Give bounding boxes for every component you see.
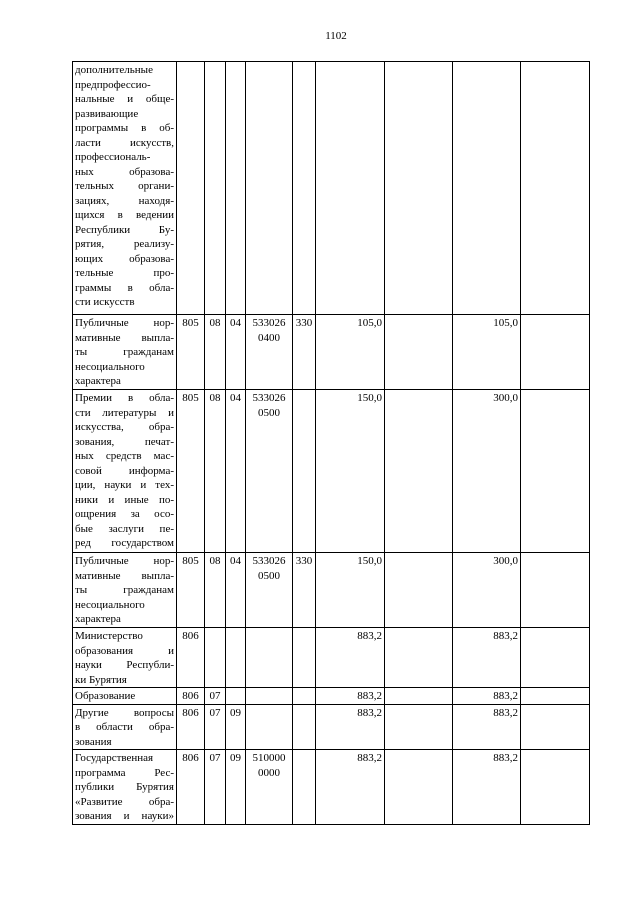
expense-type-cell [293, 390, 316, 553]
target-article-part: 533026 [252, 555, 286, 567]
empty-cell [521, 628, 590, 688]
item-name-cell [73, 628, 177, 688]
item-name-line: образования и [75, 644, 174, 657]
expense-type-cell: 330 [293, 315, 316, 390]
expense-type-cell [293, 688, 316, 705]
item-name-line: характера [75, 613, 121, 625]
item-name-line: сти искусств [75, 296, 135, 308]
item-name-line: совой информа- [75, 464, 174, 477]
table-row [73, 704, 590, 750]
target-article-cell [246, 390, 293, 553]
item-name-line: граммы в обла- [75, 281, 174, 294]
item-name-line: публики Бурятия [75, 781, 174, 793]
section-code-cell: 08 [205, 390, 226, 553]
item-name-line: ных образова- [75, 165, 174, 178]
item-name-line: Государственная [75, 752, 154, 764]
item-name-line: развивающие [75, 107, 139, 120]
section-code-cell: 07 [205, 704, 226, 750]
item-name-line: ред государством [75, 537, 174, 549]
table-row [73, 315, 590, 390]
item-name-line: программы в об- [75, 122, 174, 134]
subsection-code-cell: 04 [226, 553, 246, 628]
amount-year1-cell: 150,0 [316, 390, 385, 553]
budget-table [72, 61, 590, 825]
item-name-cell [73, 750, 177, 825]
item-name-line: мативные выпла- [75, 331, 174, 344]
item-name-line: ощрения за осо- [75, 508, 174, 520]
item-name-line: зования [75, 735, 112, 748]
subsection-code-cell: 04 [226, 390, 246, 553]
subsection-code-cell: 04 [226, 315, 246, 390]
amount-year2-cell: 300,0 [453, 390, 521, 553]
item-name-line: Министерство [75, 630, 143, 642]
empty-cell [385, 315, 453, 390]
target-article-cell [246, 750, 293, 825]
subsection-code-cell: 09 [226, 704, 246, 750]
target-article-cell [246, 704, 293, 750]
item-name-line: Республики Бу- [75, 223, 174, 236]
item-name-line: нальные и обще- [75, 93, 174, 105]
item-name-line: науки Республи- [75, 659, 174, 671]
amount-year1-cell: 883,2 [316, 628, 385, 688]
empty-cell [385, 62, 453, 315]
empty-cell [521, 704, 590, 750]
amount-year2-cell: 883,2 [453, 750, 521, 825]
empty-cell [385, 704, 453, 750]
section-code-cell [205, 628, 226, 688]
empty-cell [521, 315, 590, 390]
item-name-line: зациях, находя- [75, 194, 174, 207]
item-name-line: зования и науки» [75, 810, 174, 822]
subsection-code-cell: 09 [226, 750, 246, 825]
item-name-line: рятия, реализу- [75, 238, 174, 250]
empty-cell [385, 628, 453, 688]
amount-year2-cell [453, 62, 521, 315]
subsection-code-cell [226, 688, 246, 705]
gr-code-cell: 805 [177, 390, 205, 553]
target-article-part: 0400 [258, 331, 280, 344]
amount-year2-cell: 883,2 [453, 628, 521, 688]
item-name-line: несоциального [75, 360, 145, 373]
table-row [73, 628, 590, 688]
gr-code-cell: 806 [177, 750, 205, 825]
empty-cell [385, 750, 453, 825]
item-name-line: ты гражданам [75, 584, 174, 596]
target-article-part: 510000 [252, 752, 286, 764]
item-name-line: тельных органи- [75, 180, 174, 192]
empty-cell [521, 62, 590, 315]
amount-year2-cell: 883,2 [453, 688, 521, 705]
amount-year1-cell [316, 62, 385, 315]
target-article-cell [246, 315, 293, 390]
amount-year1-cell: 105,0 [316, 315, 385, 390]
gr-code-cell: 805 [177, 553, 205, 628]
item-name-cell [73, 390, 177, 553]
empty-cell [521, 688, 590, 705]
item-name-cell [73, 315, 177, 390]
item-name-cell [73, 553, 177, 628]
amount-year1-cell: 883,2 [316, 704, 385, 750]
item-name-line: несоциального [75, 598, 145, 611]
target-article-cell [246, 553, 293, 628]
item-name-line: ных средств мас- [75, 450, 174, 462]
budget-table-body [73, 62, 590, 825]
subsection-code-cell [226, 62, 246, 315]
empty-cell [385, 553, 453, 628]
section-code-cell: 07 [205, 688, 226, 705]
section-code-cell: 08 [205, 315, 226, 390]
table-row [73, 553, 590, 628]
item-name-line: ции, науки и тех- [75, 479, 174, 491]
expense-type-cell [293, 750, 316, 825]
table-row [73, 688, 590, 705]
table-row [73, 62, 590, 315]
target-article-cell [246, 628, 293, 688]
item-name-line: Публичные нор- [75, 317, 174, 329]
item-name-line: тельные про- [75, 267, 174, 279]
amount-year2-cell: 883,2 [453, 704, 521, 750]
expense-type-cell [293, 704, 316, 750]
item-name-line: ющих образова- [75, 252, 174, 265]
target-article-part: 533026 [252, 317, 286, 329]
empty-cell [521, 390, 590, 553]
table-row [73, 390, 590, 553]
item-name-cell [73, 62, 177, 315]
item-name-line: ники и иные по- [75, 493, 174, 506]
item-name-line: Публичные нор- [75, 555, 174, 567]
item-name-line: Образование [75, 690, 136, 702]
amount-year2-cell: 105,0 [453, 315, 521, 390]
item-name-cell [73, 688, 177, 705]
amount-year1-cell: 150,0 [316, 553, 385, 628]
target-article-cell [246, 62, 293, 315]
item-name-line: сти литературы и [75, 406, 174, 419]
item-name-line: характера [75, 375, 121, 387]
item-name-line: профессиональ- [75, 151, 151, 163]
section-code-cell [205, 62, 226, 315]
item-name-line: Премии в обла- [75, 392, 174, 404]
expense-type-cell [293, 628, 316, 688]
target-article-part: 0500 [258, 406, 280, 419]
empty-cell [521, 553, 590, 628]
subsection-code-cell [226, 628, 246, 688]
empty-cell [385, 688, 453, 705]
item-name-line: щихся в ведении [75, 209, 174, 221]
item-name-line: «Развитие обра- [75, 795, 174, 808]
item-name-line: Другие вопросы [75, 706, 174, 719]
gr-code-cell: 806 [177, 688, 205, 705]
amount-year1-cell: 883,2 [316, 750, 385, 825]
item-name-line: предпрофессио- [75, 78, 151, 91]
gr-code-cell: 805 [177, 315, 205, 390]
item-name-cell [73, 704, 177, 750]
amount-year2-cell: 300,0 [453, 553, 521, 628]
section-code-cell: 08 [205, 553, 226, 628]
amount-year1-cell: 883,2 [316, 688, 385, 705]
item-name-line: ты гражданам [75, 346, 174, 358]
target-article-part: 0500 [258, 569, 280, 582]
item-name-line: программа Рес- [75, 766, 174, 779]
item-name-line: искусства, обра- [75, 421, 174, 433]
item-name-line: ки Бурятия [75, 673, 127, 686]
expense-type-cell: 330 [293, 553, 316, 628]
page-number: 1102 [325, 30, 347, 42]
item-name-line: ласти искусств, [75, 136, 174, 149]
empty-cell [385, 390, 453, 553]
empty-cell [521, 750, 590, 825]
item-name-line: дополнительные [75, 64, 153, 76]
item-name-line: мативные выпла- [75, 569, 174, 582]
gr-code-cell: 806 [177, 628, 205, 688]
table-row [73, 750, 590, 825]
item-name-line: в области обра- [75, 721, 174, 733]
expense-type-cell [293, 62, 316, 315]
target-article-part: 533026 [252, 392, 286, 404]
target-article-cell [246, 688, 293, 705]
gr-code-cell [177, 62, 205, 315]
section-code-cell: 07 [205, 750, 226, 825]
target-article-part: 0000 [258, 766, 280, 779]
gr-code-cell: 806 [177, 704, 205, 750]
item-name-line: зования, печат- [75, 435, 174, 448]
item-name-line: бые заслуги пе- [75, 522, 174, 535]
